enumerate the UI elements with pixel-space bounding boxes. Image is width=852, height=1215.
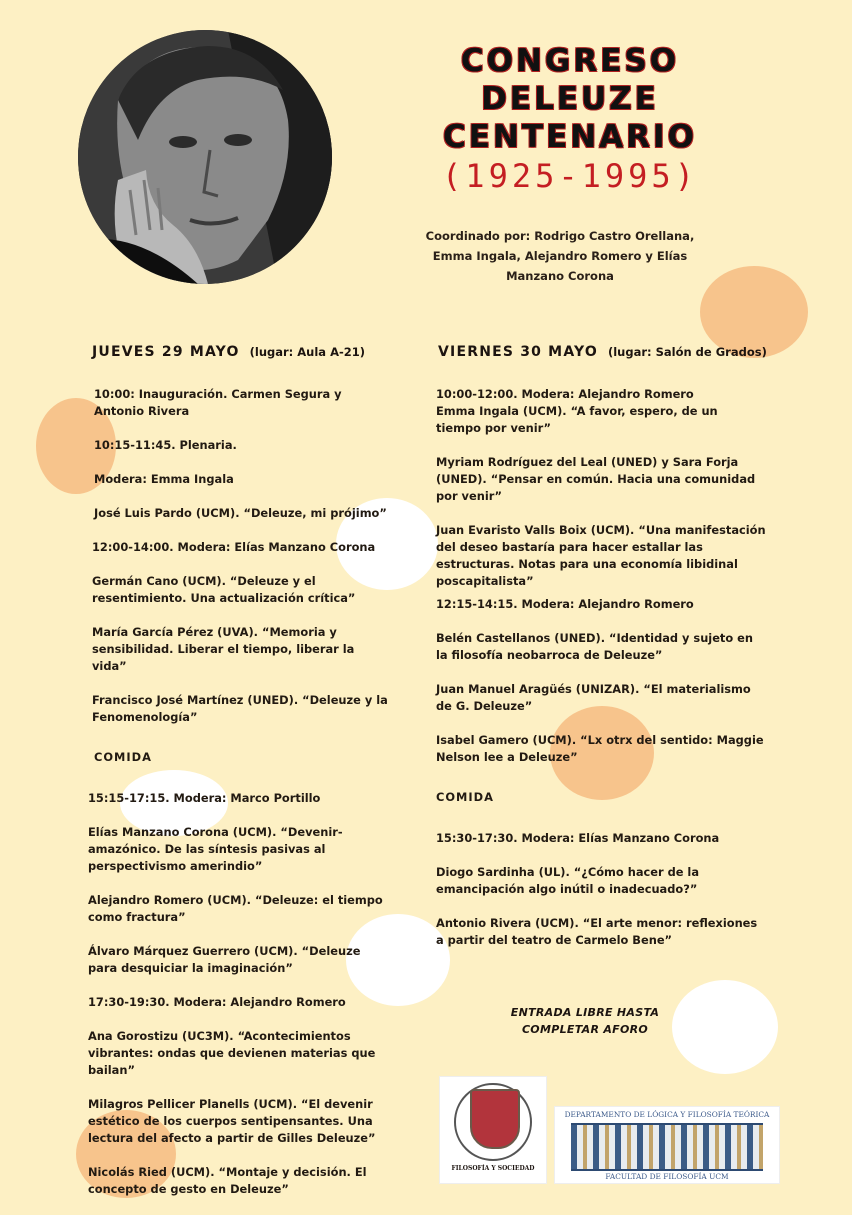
schedule-item: María García Pérez (UVA). “Memoria y sensibilidad. Liberar el tiempo, liberar la vida” <box>92 625 355 673</box>
portrait-illustration <box>78 30 332 284</box>
schedule-item: 12:15-14:15. Modera: Alejandro Romero <box>436 597 694 611</box>
free-entry-note: ENTRADA LIBRE HASTA COMPLETAR AFORO <box>510 1006 660 1036</box>
logo-caption: FILOSOFÍA Y SOCIEDAD <box>451 1165 535 1172</box>
schedule-item: 15:15-17:15. Modera: Marco Portillo <box>88 791 321 805</box>
schedule-item: 10:00: Inauguración. Carmen Segura y Antonio Rivera <box>94 387 342 418</box>
schedule-item: Nicolás Ried (UCM). “Montaje y decisión. El concepto de gesto en Deleuze” <box>88 1165 367 1196</box>
department-name: DEPARTAMENTO DE LÓGICA Y FILOSOFÍA TEÓRICA <box>564 1110 770 1119</box>
schedule-item: Germán Cano (UCM). “Deleuze y el resentimiento. Una actualización crítica” <box>92 574 356 605</box>
thursday-schedule <box>88 386 388 1215</box>
department-logo <box>555 1107 779 1183</box>
schedule-item: 12:00-14:00. Modera: Elías Manzano Corona <box>92 540 376 554</box>
schedule-item: Myriam Rodríguez del Leal (UNED) y Sara Forja (UNED). “Pensar en común. Hacia una comunidad por venir” <box>436 455 756 503</box>
schedule-item: Juan Evaristo Valls Boix (UCM). “Una manifestación del deseo bastaría para hacer estallar las estructuras. Notas para una economía libidinal poscapitalista” <box>436 523 766 588</box>
schedule-item: Emma Ingala (UCM). “A favor, espero, de un tiempo por venir” <box>436 404 718 435</box>
tile-pattern <box>571 1123 763 1171</box>
schedule-item: 10:15-11:45. Plenaria. <box>94 438 237 452</box>
title-line: CONGRESO <box>460 43 680 79</box>
day-label: JUEVES 29 MAYO <box>92 344 240 360</box>
faculty-name: FACULTAD DE FILOSOFÍA UCM <box>605 1172 729 1181</box>
friday-schedule <box>436 386 766 966</box>
schedule-item: Juan Manuel Aragüés (UNIZAR). “El materialismo de G. Deleuze” <box>436 682 751 713</box>
thursday-header <box>92 344 365 360</box>
schedule-item: 17:30-19:30. Modera: Alejandro Romero <box>88 995 346 1009</box>
event-title <box>405 42 735 196</box>
schedule-item: Diogo Sardinha (UL). “¿Cómo hacer de la emancipación algo inútil o inadecuado?” <box>436 865 700 896</box>
schedule-item: Francisco José Martínez (UNED). “Deleuze y la Fenomenología” <box>92 693 388 724</box>
day-label: VIERNES 30 MAYO <box>438 344 598 360</box>
schedule-item: Antonio Rivera (UCM). “El arte menor: reflexiones a partir del teatro de Carmelo Bene” <box>436 916 758 947</box>
schedule-item: Belén Castellanos (UNED). “Identidad y sujeto en la filosofía neobarroca de Deleuze” <box>436 631 754 662</box>
portrait-photo <box>78 30 332 284</box>
schedule-item: José Luis Pardo (UCM). “Deleuze, mi prójimo” <box>94 506 387 520</box>
schedule-item: Milagros Pellicer Planells (UCM). “El devenir estético de los cuerpos sentipensantes. Una lectura del afecto a partir de Gilles Deleuze” <box>88 1097 376 1145</box>
schedule-item: Ana Gorostizu (UC3M). “Acontecimientos vibrantes: ondas que devienen materias que bailan” <box>88 1029 376 1077</box>
friday-header <box>438 344 767 360</box>
schedule-item: Isabel Gamero (UCM). “Lx otrx del sentido: Maggie Nelson lee a Deleuze” <box>436 733 764 764</box>
shield-icon <box>470 1089 520 1149</box>
decor-white-circle <box>672 980 778 1074</box>
schedule-item: 10:00-12:00. Modera: Alejandro Romero <box>436 387 694 401</box>
lunch-break: COMIDA <box>436 790 494 804</box>
schedule-item: Modera: Emma Ingala <box>94 472 234 486</box>
venue-label: (lugar: Aula A-21) <box>249 345 366 359</box>
coordinators: Coordinado por: Rodrigo Castro Orellana, Emma Ingala, Alejandro Romero y Elías Manzano Corona <box>425 229 695 283</box>
lunch-break: COMIDA <box>94 750 152 764</box>
venue-label: (lugar: Salón de Grados) <box>607 345 767 359</box>
schedule-item: Álvaro Márquez Guerrero (UCM). “Deleuze para desquiciar la imaginación” <box>88 944 361 975</box>
title-line: CENTENARIO <box>443 119 697 155</box>
schedule-item: 15:30-17:30. Modera: Elías Manzano Corona <box>436 831 720 845</box>
schedule-item: Elías Manzano Corona (UCM). “Devenir-amazónico. De las síntesis pasivas al perspectivismo amerindio” <box>88 825 343 873</box>
title-line: DELEUZE <box>481 81 659 117</box>
title-years: (1925-1995) <box>442 157 698 195</box>
schedule-item: Alejandro Romero (UCM). “Deleuze: el tiempo como fractura” <box>88 893 383 924</box>
ucm-logo <box>440 1077 546 1183</box>
